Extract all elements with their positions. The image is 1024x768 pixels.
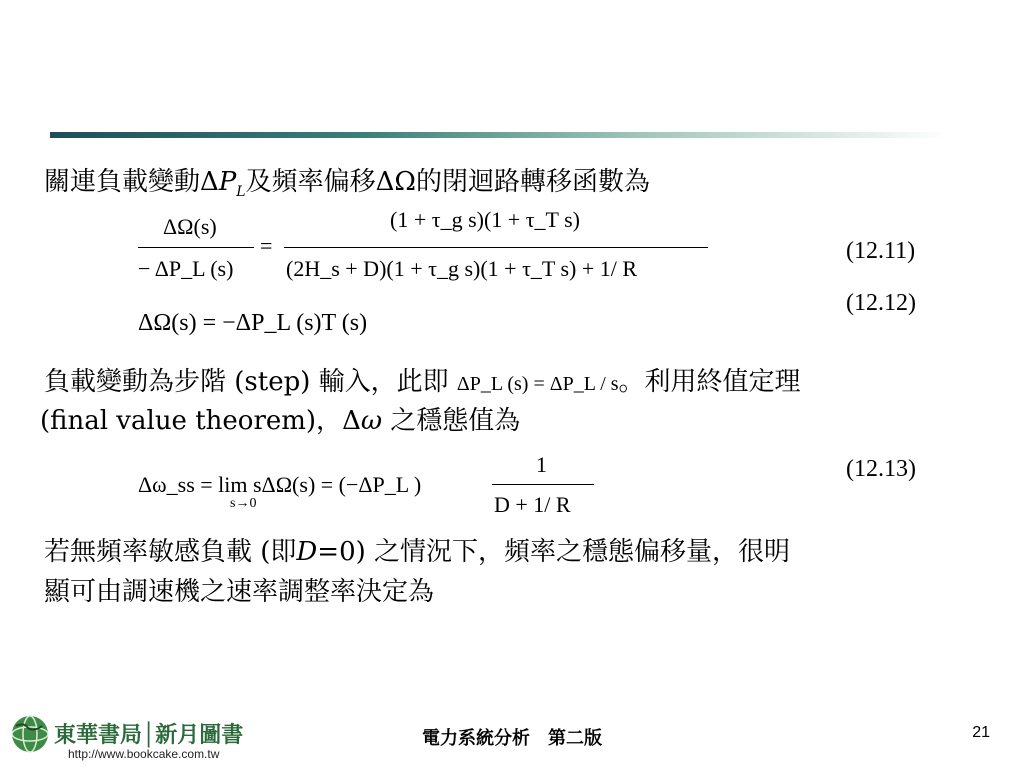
delta-symbol: Δ (200, 167, 219, 197)
step-text-a: 負載變動為步階 (step) 輸入，此即 (44, 367, 457, 397)
eq-12-13-numerator: 1 (536, 452, 547, 477)
paragraph-final-value (40, 403, 520, 439)
delta-omega-symbol: ΔΩ (375, 167, 416, 197)
eq-12-11-lhs-fraction-line (138, 247, 254, 248)
delta-symbol-2: Δ (342, 406, 361, 436)
final-value-text-b: 之穩態值為 (382, 406, 521, 436)
eq-12-13-denominator: D + 1/ R (494, 492, 571, 517)
no-damping-text-a: 若無頻率敏感負載 (即 (44, 537, 297, 567)
p-subscript: L (236, 184, 246, 200)
step-text-b: 。利用終值定理 (618, 367, 801, 397)
eq-12-13-lhs: Δω_ss = lim sΔΩ(s) = (−ΔP_L ) (138, 472, 422, 497)
title-divider-bar (50, 132, 950, 138)
paragraph-governor: 顯可由調速機之速率調整率決定為 (44, 577, 435, 607)
intro-text-c: 的閉迴路轉移函數為 (415, 167, 650, 197)
paragraph-step-input (44, 364, 801, 402)
eq-12-11-lhs-numerator: ΔΩ(s) (163, 214, 217, 239)
eq-12-12-body: ΔΩ(s) = −ΔP_L (s)T (s) (138, 310, 368, 336)
eq-12-11-rhs-denominator: (2H_s + D)(1 + τ_g s)(1 + τ_T s) + 1/ R (286, 256, 638, 281)
publisher-logo-text: 東華書局│新月圖書 (54, 722, 244, 748)
page-number: 21 (972, 724, 990, 741)
eq-12-11-number: (12.11) (846, 238, 916, 264)
eq-12-13-fraction-line (492, 484, 594, 485)
no-damping-text-b: =0) 之情況下，頻率之穩態偏移量，很明 (317, 537, 791, 567)
paragraph-intro (44, 164, 650, 210)
eq-12-13-limit-subscript: s→0 (230, 496, 257, 511)
final-value-text-a: (final value theorem)， (40, 406, 343, 436)
eq-12-11-rhs-fraction-line (284, 247, 708, 248)
eq-12-11-rhs-numerator: (1 + τ_g s)(1 + τ_T s) (390, 207, 580, 232)
d-variable: D (296, 537, 318, 567)
intro-text-a: 關連負載變動 (44, 167, 201, 197)
inline-equation: ΔP_L (s) = ΔP_L / s (456, 373, 619, 395)
intro-text-b: 及頻率偏移 (245, 167, 376, 197)
footer-book-title: 電力系統分析 第二版 (422, 728, 602, 749)
eq-12-11-equals: = (260, 233, 273, 258)
p-variable: P (218, 167, 237, 197)
publisher-url: http://www.bookcake.com.tw (68, 747, 220, 761)
omega-symbol: ω (360, 406, 383, 436)
eq-12-12-number: (12.12) (846, 290, 916, 316)
eq-12-13-number: (12.13) (846, 456, 916, 482)
paragraph-no-damping (44, 534, 790, 570)
eq-12-11-lhs-denominator: − ΔP_L (s) (138, 256, 234, 281)
